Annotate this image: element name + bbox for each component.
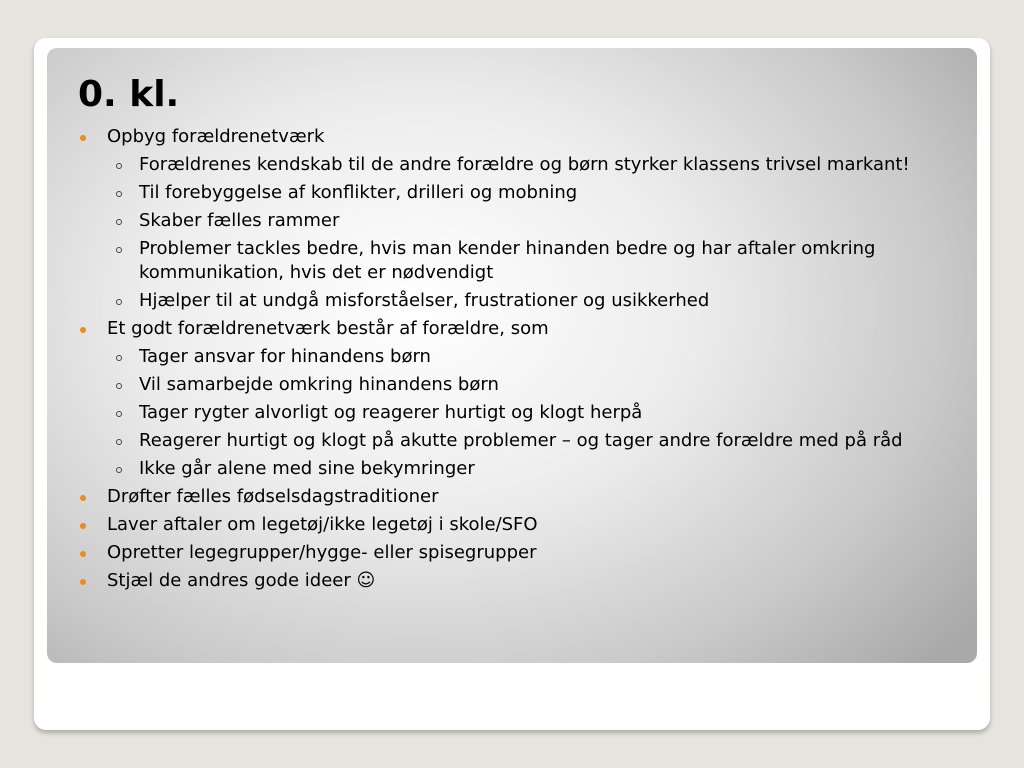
- bullet-item: [78, 317, 968, 481]
- sub-bullet-item: [107, 209, 968, 233]
- bullet-item: [78, 485, 968, 509]
- bullet-text: Laver aftaler om legetøj/ikke legetøj i skole/SFO: [107, 514, 538, 535]
- sub-bullet-circle-icon: [116, 191, 122, 197]
- sub-bullet-circle-icon: [116, 383, 122, 389]
- sub-bullet-item: [107, 429, 968, 453]
- bullet-dot-icon: [80, 523, 86, 529]
- bullet-dot-icon: [80, 551, 86, 557]
- sub-bullet-text: Problemer tackles bedre, hvis man kender hinanden bedre og har aftaler omkring kommunikation, hvis det er nødvendigt: [139, 238, 876, 283]
- sub-bullet-text: Reagerer hurtigt og klogt på akutte problemer – og tager andre forældre med på råd: [139, 430, 903, 451]
- bullet-list: [78, 121, 968, 593]
- sub-list: [107, 345, 968, 481]
- bullet-text: Drøfter fælles fødselsdagstraditioner: [107, 486, 439, 507]
- sub-bullet-item: [107, 289, 968, 313]
- bullet-dot-icon: [80, 495, 86, 501]
- sub-bullet-item: [107, 345, 968, 369]
- sub-bullet-text: Vil samarbejde omkring hinandens børn: [139, 374, 499, 395]
- bullet-dot-icon: [80, 135, 86, 141]
- sub-bullet-text: Til forebyggelse af konflikter, drilleri og mobning: [139, 182, 578, 203]
- bullet-item: [78, 513, 968, 537]
- sub-bullet-circle-icon: [116, 219, 122, 225]
- bullet-text: Opretter legegrupper/hygge- eller spisegrupper: [107, 542, 537, 563]
- sub-bullet-item: [107, 373, 968, 397]
- sub-bullet-item: [107, 181, 968, 205]
- sub-bullet-text: Tager ansvar for hinandens børn: [139, 346, 431, 367]
- sub-bullet-circle-icon: [116, 439, 122, 445]
- sub-bullet-circle-icon: [116, 355, 122, 361]
- sub-bullet-circle-icon: [116, 247, 122, 253]
- sub-bullet-circle-icon: [116, 299, 122, 305]
- bullet-dot-icon: [80, 327, 86, 333]
- sub-bullet-text: Tager rygter alvorligt og reagerer hurtigt og klogt herpå: [139, 402, 643, 423]
- sub-bullet-item: [107, 401, 968, 425]
- bullet-item: [78, 541, 968, 565]
- sub-bullet-item: [107, 457, 968, 481]
- bullet-dot-icon: [80, 579, 86, 585]
- bullet-item: [78, 569, 968, 593]
- bullet-text: Stjæl de andres gode ideer ☺: [107, 570, 376, 591]
- sub-bullet-text: Hjælper til at undgå misforståelser, frustrationer og usikkerhed: [139, 290, 710, 311]
- sub-bullet-item: [107, 153, 968, 177]
- sub-bullet-circle-icon: [116, 467, 122, 473]
- slide-title: 0. kl.: [78, 74, 180, 115]
- sub-bullet-text: Skaber fælles rammer: [139, 210, 340, 231]
- bullet-item: [78, 125, 968, 313]
- bullet-text: Opbyg forældrenetværk: [107, 126, 325, 147]
- sub-bullet-text: Forældrenes kendskab til de andre forældre og børn styrker klassens trivsel markant!: [139, 154, 910, 175]
- sub-bullet-text: Ikke går alene med sine bekymringer: [139, 458, 475, 479]
- sub-list: [107, 153, 968, 313]
- bullet-text: Et godt forældrenetværk består af forældre, som: [107, 318, 549, 339]
- sub-bullet-circle-icon: [116, 411, 122, 417]
- sub-bullet-circle-icon: [116, 163, 122, 169]
- sub-bullet-item: [107, 237, 968, 285]
